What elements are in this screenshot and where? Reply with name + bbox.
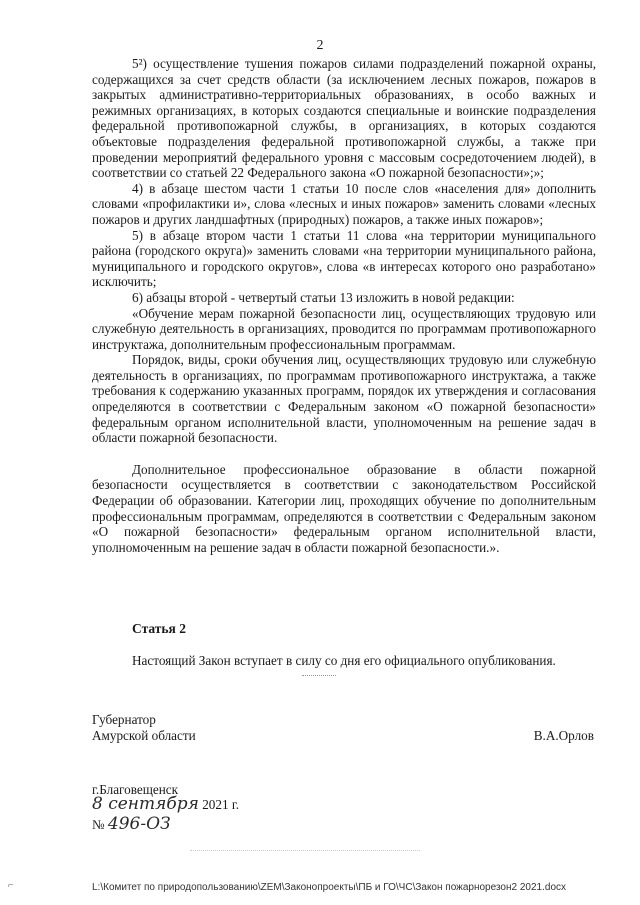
paragraph-additional-education: Дополнительное профессиональное образование в области пожарной безопасности осуществляется в соответствии с законодательством Российской Федерации об образовании. Категории лиц, проходящих обучение по дополнительным профессиональным программам, определяются в соответствии с Федеральным законом «О пожарной безопасности» федеральным органом исполнительной власти, уполномоченным на решение задач в области пожарной безопасности.». [92, 461, 596, 555]
paragraph-5: 5) в абзаце втором части 1 статьи 11 слова «на территории муниципального района (городского округа)» заменить словами «на территории муниципального района, муниципального и городского округов», слова «в интересах которого оно разработано» исключить; [92, 227, 596, 290]
date-year: 2021 г. [202, 797, 240, 812]
governor-name: В.А.Орлов [533, 728, 594, 743]
date-handwritten: 8 сентября [92, 794, 199, 814]
law-number [92, 814, 171, 834]
document-body [92, 56, 596, 555]
city: г.Благовещенск [92, 782, 179, 797]
governor-title-line2: Амурской области [92, 727, 196, 743]
article-heading: Статья 2 [132, 621, 186, 636]
paragraph-training: «Обучение мерам пожарной безопасности лиц, осуществляющих трудовую или служебную деятельность в организациях, проводится по программам противопожарного инструктажа, дополнительным профессиональным программам. [92, 305, 596, 352]
paragraph-6: 6) абзацы второй - четвертый статьи 13 изложить в новой редакции: [132, 289, 515, 305]
number-handwritten: 496-ОЗ [107, 814, 171, 834]
signing-date [92, 794, 239, 814]
number-prefix: № [92, 817, 105, 832]
paragraph-procedure: Порядок, виды, сроки обучения лиц, осуществляющих трудовую или служебную деятельность в организациях, по программам противопожарного инструктажа, а также требования к содержанию указанных программ, порядок их утверждения и согласования определяются в соответствии с Федеральным законом «О пожарной безопасности» федеральным органом исполнительной власти, уполномоченным на решение задач в области пожарной безопасности. [92, 352, 596, 446]
scan-tick-mark: ⌐ [8, 880, 14, 891]
paragraph-5-2: 5²) осуществление тушения пожаров силами подразделений пожарной охраны, содержащихся за счет средств области (за исключением лесных пожаров, пожаров в закрытых административно-территориальных образованиях, в особо важных и режимных организациях, в которых создаются специальные и воинские подразделения федеральной противопожарной службы, в организациях, в которых создаются объектовые подразделения федеральной противопожарной службы, а также при проведении мероприятий федерального уровня с массовым сосредоточением людей), в соответствии со статьей 22 Федерального закона «О пожарной безопасности»;»; [92, 56, 596, 181]
footer-file-path: L:\Комитет по природопользованию\ZEM\Законопроекты\ПБ и ГО\ЧС\Закон пожарнорезон2 2021.docx [92, 882, 567, 893]
page-number: 2 [316, 38, 324, 53]
effective-clause: Настоящий Закон вступает в силу со дня его официального опубликования. [132, 653, 556, 668]
faint-scan-line [190, 850, 420, 851]
governor-title [92, 712, 196, 743]
scan-mark [302, 675, 336, 676]
governor-title-line1: Губернатор [92, 712, 156, 727]
paragraph-4: 4) в абзаце шестом части 1 статьи 10 после слов «населения для» дополнить словами «профилактики и», слова «лесных и иных пожаров» заменить словами «лесных пожаров и других ландшафтных (природных) пожаров, а также иных пожаров»; [92, 180, 596, 227]
